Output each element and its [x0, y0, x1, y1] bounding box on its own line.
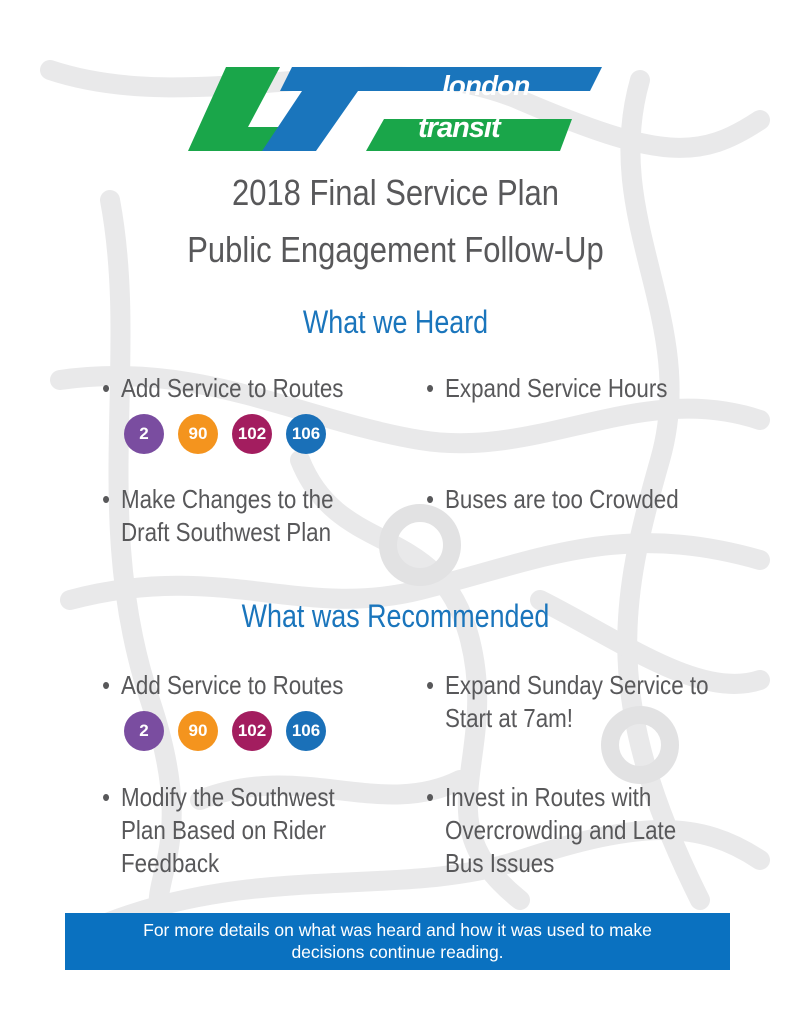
heard-item-draft-southwest: • Make Changes to the Draft Southwest Plan [102, 484, 334, 547]
heard-item-expand-hours: • Expand Service Hours [426, 373, 668, 403]
rec-item-label: Overcrowding and Late [445, 815, 677, 845]
heard-item-crowded: • Buses are too Crowded [426, 484, 679, 514]
route-badge: 102 [232, 711, 272, 751]
route-badge: 106 [286, 414, 326, 454]
heard-item-label: Draft Southwest Plan [121, 517, 332, 547]
section-heading-recommended: What was Recommended [241, 598, 550, 634]
footer-line-2: decisions continue reading. [291, 942, 504, 962]
logo-word-london: london [442, 70, 530, 101]
page-title-line-1: 2018 Final Service Plan [232, 172, 559, 213]
heard-route-badges [124, 414, 326, 454]
rec-item-modify-southwest: • Modify the Southwest Plan Based on Rider Feedback [102, 782, 335, 878]
route-badge: 90 [178, 711, 218, 751]
heard-item-label: Add Service to Routes [121, 373, 344, 403]
rec-item-add-service: • Add Service to Routes [102, 670, 344, 700]
logo-word-transit: transit [418, 112, 500, 144]
section-heading-heard: What we Heard [302, 304, 489, 340]
route-badge: 106 [286, 711, 326, 751]
rec-item-label: Invest in Routes with [445, 782, 652, 812]
heard-item-add-service: • Add Service to Routes [102, 373, 344, 403]
page-title-line-2: Public Engagement Follow-Up [187, 229, 604, 270]
heard-item-label: Expand Service Hours [445, 373, 668, 403]
rec-item-label: Plan Based on Rider [121, 815, 327, 845]
rec-item-label: Start at 7am! [445, 703, 574, 733]
heard-item-label: Make Changes to the [121, 484, 334, 514]
route-badge: 102 [232, 414, 272, 454]
footer-banner [65, 913, 730, 970]
rec-item-label: Add Service to Routes [121, 670, 344, 700]
route-badge: 90 [178, 414, 218, 454]
rec-item-label: Bus Issues [445, 848, 555, 878]
rec-item-label: Feedback [121, 848, 220, 878]
rec-item-sunday-service: • Expand Sunday Service to Start at 7am! [426, 670, 709, 733]
route-badge: 2 [124, 711, 164, 751]
rec-item-label: Expand Sunday Service to [445, 670, 709, 700]
recommended-route-badges [124, 711, 326, 751]
rec-item-invest-routes: • Invest in Routes with Overcrowding and Late Bus Issues [426, 782, 677, 878]
heard-item-label: Buses are too Crowded [445, 484, 679, 514]
london-transit-logo [188, 67, 602, 151]
footer-line-1: For more details on what was heard and how it was used to make [143, 920, 652, 940]
rec-item-label: Modify the Southwest [121, 782, 335, 812]
route-badge: 2 [124, 414, 164, 454]
